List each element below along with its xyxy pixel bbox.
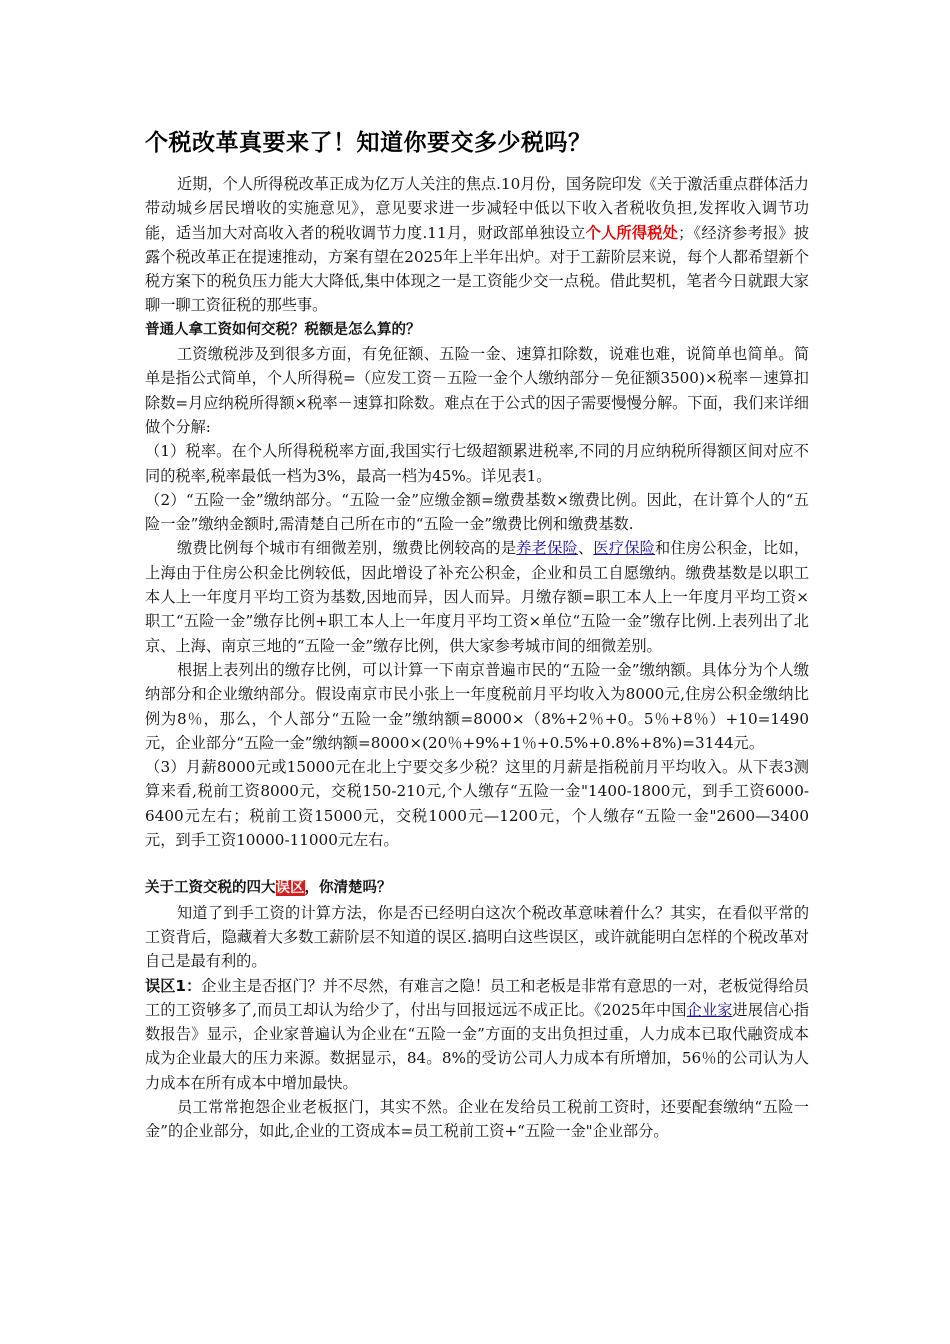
section2-paragraph-1: 知道了到手工资的计算方法，你是否已经明白这次个税改革意味着什么？其实，在看似平常的工资背后，隐藏着大多数工薪阶层不知道的误区.搞明白这些误区，或许就能明白怎样的个税改革对自己是最有利的。 [145,903,809,971]
p4-text-after: 和住房公积金，比如，上海由于住房公积金比例较低，因此增设了补充公积金，企业和员工自愿缴纳。缴费基数是以职工本人上一年度月平均工资为基数,因地而异，因人而异。月缴存额=职工本人上一年度月平均工资×职工“五险一金”缴存比例+职工本人上一年度月平均工资×单位“五险一金”缴存比例.上表列出了北京、上海、南京三地的“五险一金”缴存比例，供大家参考城市间的细微差别。 [145,539,810,655]
link-pension-insurance[interactable]: 养老保险 [516,539,578,558]
article-title: 个税改革真要来了！知道你要交多少税吗？ [145,130,592,156]
intro-highlight: 个人所得税处 [585,223,679,242]
section2-heading-before: 关于工资交税的四大 [145,880,276,897]
section1-paragraph-5: 根据上表列出的缴存比例，可以计算一下南京普遍市民的“五险一金”缴纳额。具体分为个人缴纳部分和企业缴纳部分。假设南京市民小张上一年度税前月平均收入为8000元,住房公积金缴纳比例为8％，那么，个人部分“五险一金”缴纳额=8000×（8%+2％+0。5％+8％）+10=1490元，企业部分“五险一金”缴纳额=8000×(20％+9%+1％+0.5%+0.8%+8%)=3144元。 [145,660,809,752]
section1-paragraph-1: 工资缴税涉及到很多方面，有免征额、五险一金、速算扣除数，说难也难，说简单也简单。简单是指公式简单，个人所得税=（应发工资－五险一金个人缴纳部分－免征额3500)×税率－速算扣除数=月应纳税所得额×税率－速算扣除数。难点在于公式的因子需要慢慢分解。下面，我们来详细做个分解: [145,345,809,436]
myth1-text-after: 进展信心指数报告》显示，企业家普遍认为企业在“五险一金”方面的支出负担过重，人力成本已取代融资成本成为企业最大的压力来源。数据显示，84。8%的受访公司人力成本有所增加，56％的公司认为人力成本在所有成本中增加最快。 [145,1000,810,1092]
section1-paragraph-3: （2）“五险一金”缴纳部分。“五险一金”应缴金额=缴费基数×缴费比例。因此，在计算个人的“五险一金”缴纳金额时,需清楚自己所在市的“五险一金”缴费比例和缴费基数. [145,490,809,534]
article [145,128,809,1144]
section1-paragraph-2: （1）税率。在个人所得税税率方面,我国实行七级超额累进税率,不同的月应纳税所得额区间对应不同的税率,税率最低一档为3%，最高一档为45%。详见表1。 [145,442,809,485]
myth1-label: 误区1： [145,976,202,995]
intro-text-after: ；《经济参考报》披露个税改革正在提速推动，方案有望在2025年上半年出炉。对于工薪阶层来说，每个人都希望新个税方案下的税负压力能大大降低,集中体现之一是工资能少交一点税。借此契机，笔者今日就跟大家聊一聊工资征税的那些事。 [145,223,810,315]
link-medical-insurance[interactable]: 医疗保险 [593,539,656,558]
section2-paragraph-2: 员工常常抱怨企业老板抠门，其实不然。企业在发给员工税前工资时，还要配套缴纳“五险一金”的企业部分，如此,企业的工资成本=员工税前工资+“五险一金"企业部分。 [145,1097,809,1141]
intro-paragraph [145,172,809,318]
myth1-paragraph [145,974,809,1095]
section1-heading: 普通人拿工资如何交税？税额是怎么算的？ [145,321,421,338]
spacer [145,852,809,876]
myth1-text-before: 企业主是否抠门？并不尽然，有难言之隐！员工和老板是非常有意思的一对，老板觉得给员工的工资够多了,而员工却认为给少了，付出与回报远远不成正比。《2025年中国 [145,976,809,1019]
link-entrepreneur[interactable]: 企业家 [686,1000,733,1019]
p4-separator: 、 [577,539,594,558]
section2-heading [145,876,809,900]
intro-text-before: 近期，个人所得税改革正成为亿万人关注的焦点.10月份，国务院印发《关于激活重点群体活力带动城乡居民增收的实施意见》，意见要求进一步减轻中低以下收入者税收负担,发挥收入调节功能，适当加大对高收入者的税收调节力度.11月，财政部单独设立 [145,175,809,242]
section2-heading-highlight: 误区 [275,880,305,897]
section1-paragraph-4 [145,536,809,657]
section1-paragraph-6: （3）月薪8000元或15000元在北上宁要交多少税？这里的月薪是指税前月平均收入。从下表3测算来看,税前工资8000元，交税150-210元,个人缴存“五险一金"1400-1800元，到手工资6000-6400元左右；税前工资15000元，交税1000元—1200元，个人缴存“五险一金"2600—3400元，到手工资10000-11000元左右。 [145,758,809,850]
p4-text-before: 缴费比例每个城市有细微差别，缴费比例较高的是 [177,539,517,558]
section2-heading-after: ，你清楚吗？ [304,880,392,897]
